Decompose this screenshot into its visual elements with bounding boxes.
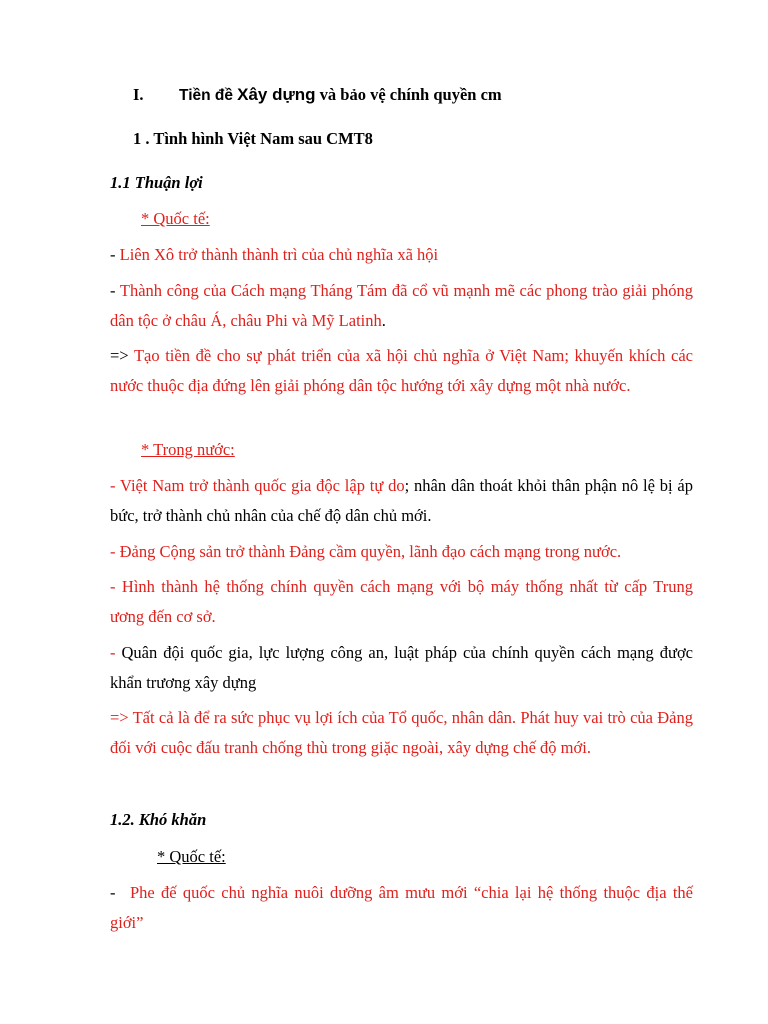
paragraph-imperialism — [110, 878, 693, 937]
paragraph-text: Liên Xô trở thành thành trì của chủ nghĩa xã hội — [119, 245, 439, 264]
paragraph-august-revolution — [110, 276, 693, 335]
paragraph-army — [110, 638, 693, 697]
paragraph-text: Phe đế quốc chủ nghĩa nuôi dưỡng âm mưu mới “chia lại hệ thống thuộc địa thế giới” — [110, 883, 693, 932]
paragraph-text: Tạo tiền đề cho sự phát triển của xã hội chủ nghĩa ở Việt Nam; khuyến khích các nước thuộc địa đứng lên giải phóng dân tộc hướng tới xây dựng một nhà nước. — [110, 346, 693, 395]
heading-prefix: Tiền đề — [179, 87, 233, 104]
subsection-title-advantages: 1.1 Thuận lợi — [110, 173, 203, 192]
domestic-label — [141, 435, 724, 465]
paragraph-text: Thành công của Cách mạng Tháng Tám đã cổ vũ mạnh mẽ các phong trào giải phóng dân tộc ở châu Á, châu Phi và Mỹ Latinh — [110, 281, 694, 330]
bullet-dash: - — [110, 883, 116, 902]
paragraph-text-red: - Việt Nam trở thành quốc gia độc lập tự do — [110, 476, 405, 495]
paragraph-independence — [110, 471, 693, 530]
bullet-dash: - — [110, 281, 116, 300]
international-label-text: * Quốc tế: — [141, 209, 210, 228]
heading-number: I. — [133, 85, 144, 104]
domestic-label-text: * Trong nước: — [141, 440, 235, 459]
paragraph-party: - Đảng Cộng sản trở thành Đảng cầm quyền, lãnh đạo cách mạng trong nước. — [110, 542, 622, 561]
heading-rest: và bảo vệ chính quyền cm — [319, 85, 502, 104]
international-label-2 — [157, 842, 740, 872]
paragraph-soviet — [110, 240, 693, 270]
main-heading — [133, 80, 693, 111]
paragraph-conclusion-2: => Tất cả là để ra sức phục vụ lợi ích của Tổ quốc, nhân dân. Phát huy vai trò của Đảng đối với cuộc đấu tranh chống thù trong giặc ngoài, xây dựng chế độ mới. — [110, 708, 693, 757]
arrow-marker: => — [110, 346, 129, 365]
bullet-dash: - — [110, 245, 116, 264]
paragraph-government: - Hình thành hệ thống chính quyền cách mạng với bộ máy thống nhất từ cấp Trung ương đến cơ sở. — [110, 577, 693, 626]
international-label — [141, 204, 724, 234]
paragraph-text-black: ; nhân dân thoát khỏi thân phận nô lệ bị áp bức, trở thành chủ nhân của chế độ dân chủ mới. — [110, 476, 693, 525]
paragraph-text: Quân đội quốc gia, lực lượng công an, luật pháp của chính quyền cách mạng được khẩn trương xây dựng — [110, 643, 694, 692]
bullet-dash: - — [110, 643, 116, 662]
section-title: 1 . Tình hình Việt Nam sau CMT8 — [133, 129, 373, 148]
paragraph-conclusion-1 — [110, 341, 693, 400]
heading-word: Xây dựng — [237, 85, 316, 104]
paragraph-end: . — [381, 310, 386, 330]
subsection-title-difficulties: 1.2. Khó khăn — [110, 810, 207, 829]
international-label-2-text: * Quốc tế: — [157, 847, 226, 866]
